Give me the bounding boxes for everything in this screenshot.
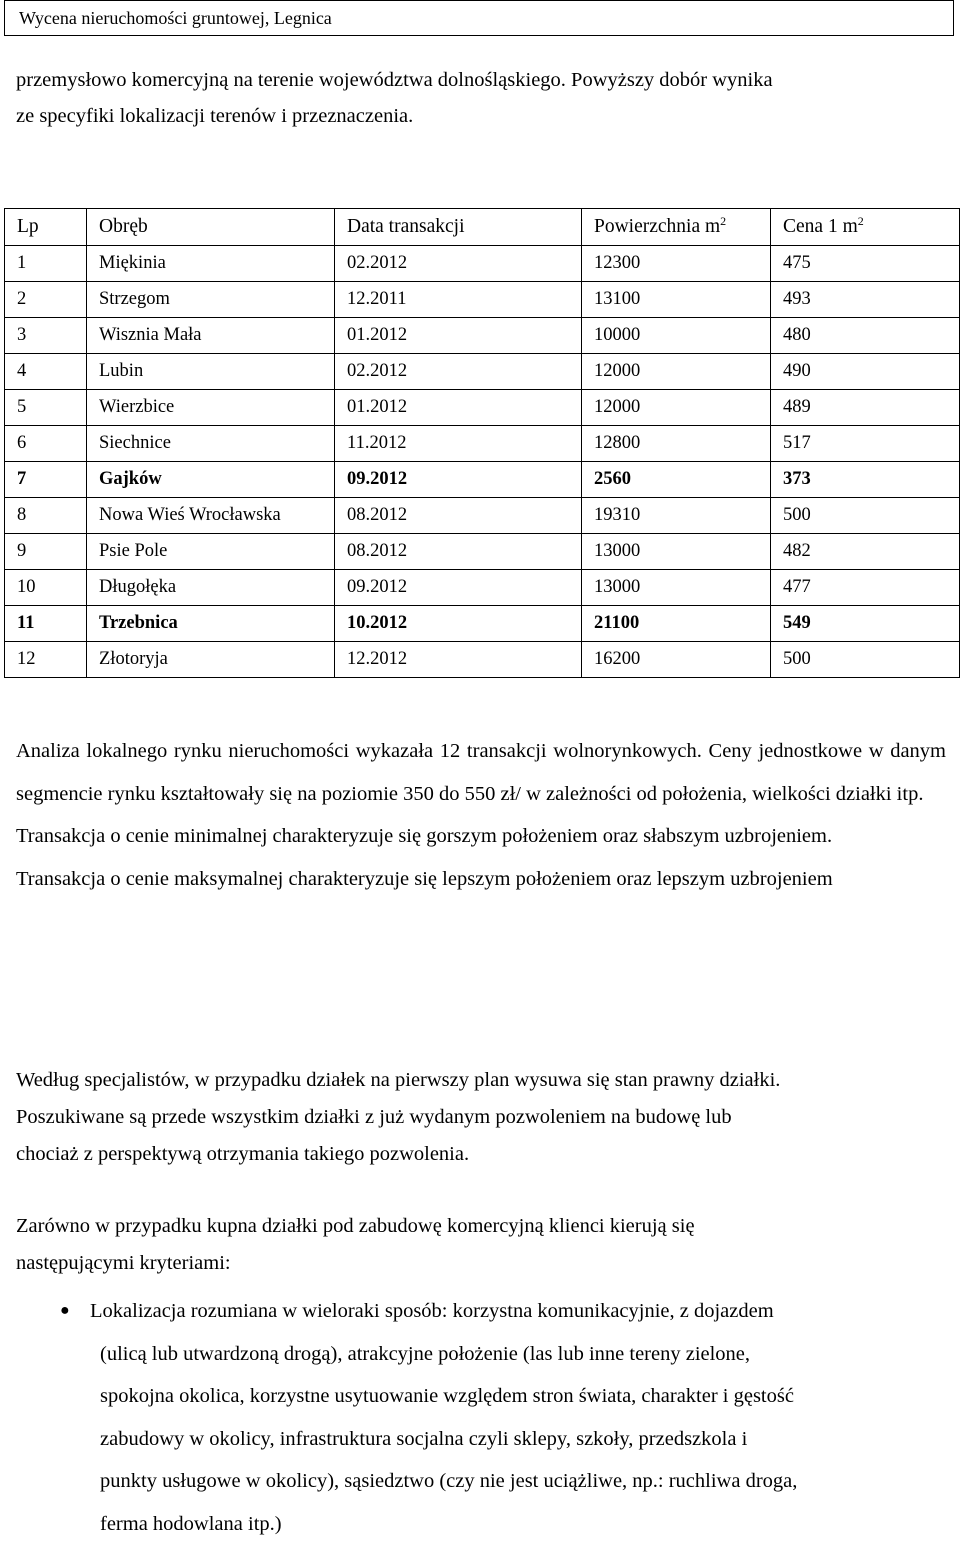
cell-cena: 482 xyxy=(771,534,960,570)
list-item-line: zabudowy w okolicy, infrastruktura socjalna czyli sklepy, szkoły, przedszkola i xyxy=(100,1418,936,1461)
cell-obreb: Złotoryja xyxy=(87,642,335,678)
cell-cena: 477 xyxy=(771,570,960,606)
cell-data: 12.2011 xyxy=(335,282,582,318)
cell-data: 08.2012 xyxy=(335,534,582,570)
cell-data: 09.2012 xyxy=(335,462,582,498)
cell-lp: 4 xyxy=(5,354,87,390)
cell-obreb: Psie Pole xyxy=(87,534,335,570)
cell-obreb: Długołęka xyxy=(87,570,335,606)
table-header-row xyxy=(5,209,960,246)
cell-powierzchnia: 12800 xyxy=(582,426,771,462)
cell-cena: 490 xyxy=(771,354,960,390)
transactions-table xyxy=(4,208,960,678)
document-header xyxy=(4,0,954,36)
cell-obreb: Wisznia Mała xyxy=(87,318,335,354)
analysis-paragraph-max: Transakcja o cenie maksymalnej charakteryzuje się lepszym położeniem oraz lepszym uzbrojeniem xyxy=(16,858,946,901)
cell-powierzchnia: 19310 xyxy=(582,498,771,534)
table-row xyxy=(5,462,960,498)
specialists-line: chociaż z perspektywą otrzymania takiego pozwolenia. xyxy=(16,1136,946,1173)
table-row xyxy=(5,426,960,462)
cell-powierzchnia: 2560 xyxy=(582,462,771,498)
header-powierzchnia-sup: 2 xyxy=(720,214,726,228)
table-row xyxy=(5,606,960,642)
analysis-paragraph-min: Transakcja o cenie minimalnej charakteryzuje się gorszym położeniem oraz słabszym uzbrojeniem. xyxy=(16,815,946,858)
header-powierzchnia-label: Powierzchnia m xyxy=(594,216,720,237)
cell-obreb: Nowa Wieś Wrocławska xyxy=(87,498,335,534)
bullet-icon: ● xyxy=(60,1290,70,1333)
cell-data: 12.2012 xyxy=(335,642,582,678)
analysis-paragraph: Analiza lokalnego rynku nieruchomości wykazała 12 transakcji wolnorynkowych. Ceny jednostkowe w danym segmencie rynku kształtowały się na poziomie 350 do 550 zł/ w zależności od położenia, wielkości działki itp. xyxy=(16,730,946,815)
table-row xyxy=(5,390,960,426)
cell-lp: 5 xyxy=(5,390,87,426)
cell-data: 02.2012 xyxy=(335,354,582,390)
cell-obreb: Wierzbice xyxy=(87,390,335,426)
table-row xyxy=(5,318,960,354)
cell-powierzchnia: 10000 xyxy=(582,318,771,354)
analysis-section xyxy=(16,730,946,900)
cell-data: 01.2012 xyxy=(335,318,582,354)
specialists-line: Według specjalistów, w przypadku działek na pierwszy plan wysuwa się stan prawny działki. xyxy=(16,1062,946,1099)
cell-data: 02.2012 xyxy=(335,246,582,282)
table-row xyxy=(5,246,960,282)
cell-obreb: Lubin xyxy=(87,354,335,390)
cell-obreb: Trzebnica xyxy=(87,606,335,642)
cell-powierzchnia: 12300 xyxy=(582,246,771,282)
cell-lp: 2 xyxy=(5,282,87,318)
cell-obreb: Gajków xyxy=(87,462,335,498)
cell-obreb: Siechnice xyxy=(87,426,335,462)
cell-data: 08.2012 xyxy=(335,498,582,534)
intro-paragraph xyxy=(16,62,946,134)
cell-cena: 549 xyxy=(771,606,960,642)
cell-cena: 493 xyxy=(771,282,960,318)
table-row xyxy=(5,570,960,606)
header-lp: Lp xyxy=(5,209,87,246)
cell-obreb: Miękinia xyxy=(87,246,335,282)
cell-cena: 475 xyxy=(771,246,960,282)
cell-lp: 6 xyxy=(5,426,87,462)
list-item-line: spokojna okolica, korzystne usytuowanie względem stron świata, charakter i gęstość xyxy=(100,1375,936,1418)
cell-powierzchnia: 13000 xyxy=(582,534,771,570)
list-item-line: ferma hodowlana itp.) xyxy=(100,1503,936,1545)
header-cena-label: Cena 1 m xyxy=(783,216,858,237)
cell-lp: 7 xyxy=(5,462,87,498)
cell-cena: 373 xyxy=(771,462,960,498)
cell-lp: 1 xyxy=(5,246,87,282)
table-row xyxy=(5,534,960,570)
header-data: Data transakcji xyxy=(335,209,582,246)
specialists-paragraph xyxy=(16,1062,946,1173)
cell-powierzchnia: 13000 xyxy=(582,570,771,606)
cell-data: 10.2012 xyxy=(335,606,582,642)
intro-line: ze specyfiki lokalizacji terenów i przeznaczenia. xyxy=(16,98,946,134)
cell-powierzchnia: 12000 xyxy=(582,390,771,426)
cell-data: 09.2012 xyxy=(335,570,582,606)
cell-lp: 11 xyxy=(5,606,87,642)
header-cena-sup: 2 xyxy=(858,214,864,228)
header-obreb: Obręb xyxy=(87,209,335,246)
cell-powierzchnia: 21100 xyxy=(582,606,771,642)
table-row xyxy=(5,498,960,534)
cell-cena: 517 xyxy=(771,426,960,462)
list-item-line: Lokalizacja rozumiana w wieloraki sposób: korzystna komunikacyjnie, z dojazdem xyxy=(90,1290,936,1333)
cell-data: 01.2012 xyxy=(335,390,582,426)
cell-cena: 480 xyxy=(771,318,960,354)
cell-lp: 9 xyxy=(5,534,87,570)
list-item-line: (ulicą lub utwardzoną drogą), atrakcyjne położenie (las lub inne tereny zielone, xyxy=(100,1333,936,1376)
cell-cena: 500 xyxy=(771,642,960,678)
specialists-line: Poszukiwane są przede wszystkim działki z już wydanym pozwoleniem na budowę lub xyxy=(16,1099,946,1136)
cell-lp: 12 xyxy=(5,642,87,678)
criteria-line: Zarówno w przypadku kupna działki pod zabudowę komercyjną klienci kierują się xyxy=(16,1208,946,1245)
cell-obreb: Strzegom xyxy=(87,282,335,318)
cell-powierzchnia: 16200 xyxy=(582,642,771,678)
table-row xyxy=(5,354,960,390)
criteria-list xyxy=(16,1290,936,1545)
cell-powierzchnia: 13100 xyxy=(582,282,771,318)
criteria-paragraph xyxy=(16,1208,946,1282)
cell-powierzchnia: 12000 xyxy=(582,354,771,390)
table-row xyxy=(5,282,960,318)
list-item xyxy=(16,1290,936,1545)
criteria-line: następującymi kryteriami: xyxy=(16,1245,946,1282)
cell-data: 11.2012 xyxy=(335,426,582,462)
intro-line: przemysłowo komercyjną na terenie województwa dolnośląskiego. Powyższy dobór wynika xyxy=(16,62,946,98)
header-powierzchnia xyxy=(582,209,771,246)
list-item-line: punkty usługowe w okolicy), sąsiedztwo (czy nie jest uciążliwe, np.: ruchliwa droga, xyxy=(100,1460,936,1503)
cell-lp: 8 xyxy=(5,498,87,534)
cell-cena: 500 xyxy=(771,498,960,534)
cell-cena: 489 xyxy=(771,390,960,426)
table-row xyxy=(5,642,960,678)
cell-lp: 10 xyxy=(5,570,87,606)
header-cena xyxy=(771,209,960,246)
cell-lp: 3 xyxy=(5,318,87,354)
document-header-title: Wycena nieruchomości gruntowej, Legnica xyxy=(19,8,332,28)
